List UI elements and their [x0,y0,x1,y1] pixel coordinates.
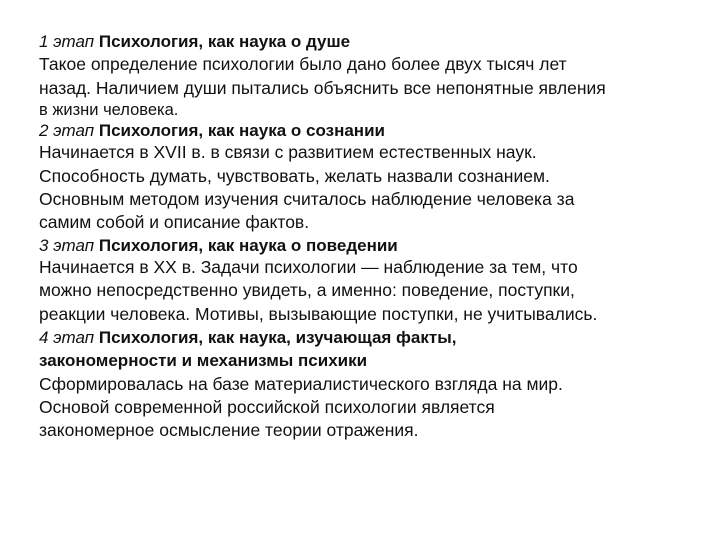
stage-1-label: 1 этап [39,32,95,51]
stage-2-text-line: самим собой и описание фактов. [39,212,310,233]
stage-2-text-line: Основным методом изучения считалось наблюдение человека за [39,188,575,209]
stage-4-heading-continued [39,349,689,372]
stage-4-text-line: закономерное осмысление теории отражения. [39,420,419,441]
stage-3-heading [39,235,689,256]
stage-2-title: Психология, как наука о сознании [98,121,385,141]
stage-4-heading [39,326,689,349]
stage-2-heading [39,120,689,141]
stage-4-title: Психология, как наука, изучающая факты, [98,327,457,347]
stage-2-text-line: Начинается в XVII в. в связи с развитием естественных наук. [39,142,537,163]
stage-3-label: 3 этап [39,235,95,255]
stage-3-text-line: Начинается в XX в. Задачи психологии — наблюдение за тем, что [39,256,578,277]
stage-3-title: Психология, как наука о поведении [98,235,398,255]
stage-4-title-continued: закономерности и механизмы психики [39,351,368,371]
stage-4-text-line: Сформировалась на базе материалистического взгляда на мир. [39,373,563,394]
stage-3-text-line: реакции человека. Мотивы, вызывающие поступки, не учитывались. [39,303,598,324]
stage-1-text-line: назад. Наличием души пытались объяснить все непонятные явления [39,77,606,98]
stage-1-heading [39,30,689,53]
stage-4-text-line: Основой современной российской психологии является [39,397,495,418]
stage-2-text-line: Способность думать, чувствовать, желать назвали сознанием. [39,165,550,186]
stage-1-title: Психология, как наука о душе [98,32,351,51]
stage-2-label: 2 этап [39,121,95,141]
stage-1-text-line: Такое определение психологии было дано более двух тысяч лет [39,54,567,75]
stage-3-text-line: можно непосредственно увидеть, а именно: поведение, поступки, [39,280,575,301]
stage-4-label: 4 этап [39,327,95,347]
slide-body [39,30,689,443]
stage-1-text-line: в жизни человека. [39,101,179,120]
